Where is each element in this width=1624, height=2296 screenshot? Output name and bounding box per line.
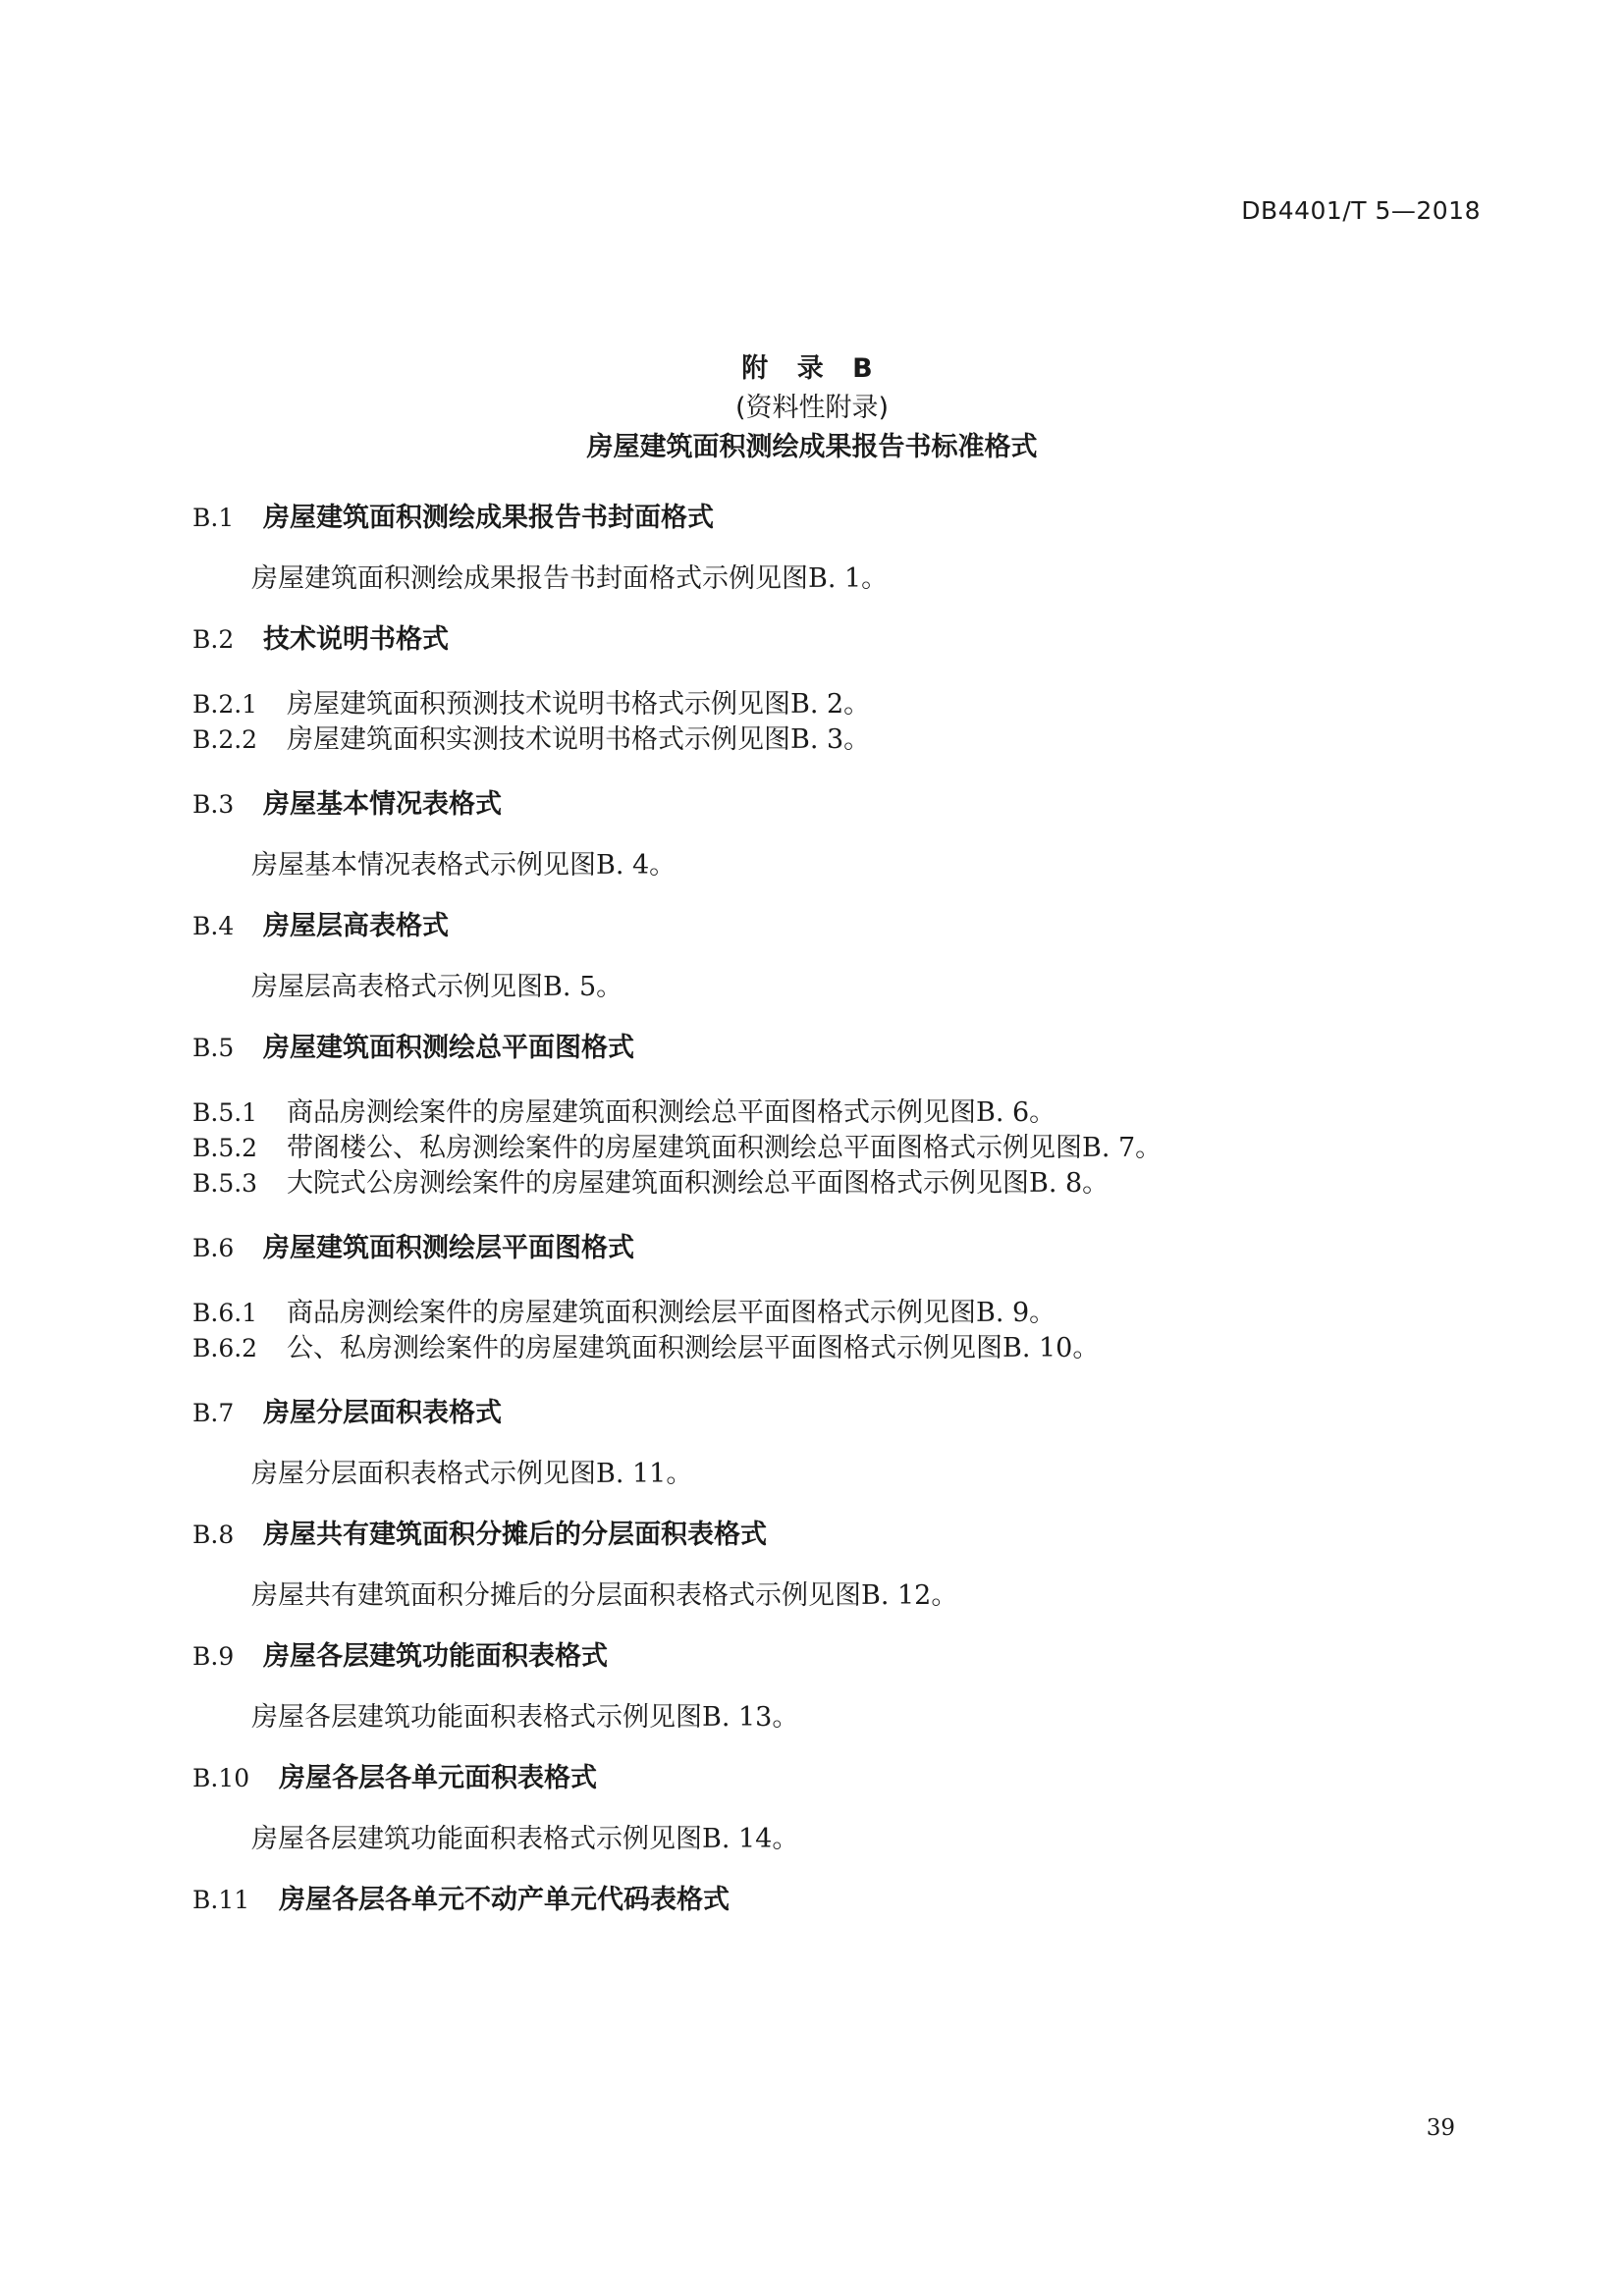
subsection-item xyxy=(192,1331,1469,1366)
section-number: B.6 xyxy=(192,1234,235,1262)
subsection-item xyxy=(192,687,1469,722)
subsection-number: B.2.1 xyxy=(192,690,258,719)
section-b4 xyxy=(192,897,1469,1019)
subsection-item xyxy=(192,1296,1469,1331)
section-paragraph: 房屋层高表格式示例见图B. 5。 xyxy=(251,972,623,1002)
subsection-item xyxy=(192,1166,1469,1201)
section-b8 xyxy=(192,1506,1469,1628)
section-paragraph: 房屋建筑面积测绘成果报告书封面格式示例见图B. 1。 xyxy=(251,563,889,594)
appendix-nature: (资料性附录) xyxy=(734,393,890,423)
subsection-text: 大院式公房测绘案件的房屋建筑面积测绘总平面图格式示例见图B. 8。 xyxy=(287,1168,1110,1199)
appendix-heading xyxy=(0,349,1624,467)
section-number: B.7 xyxy=(192,1399,235,1427)
section-number: B.4 xyxy=(192,912,235,940)
section-paragraph: 房屋各层建筑功能面积表格式示例见图B. 14。 xyxy=(251,1824,799,1854)
section-heading xyxy=(192,897,1469,956)
section-b7 xyxy=(192,1384,1469,1506)
section-b2 xyxy=(192,611,1469,775)
subsection-list xyxy=(192,1078,1469,1219)
appendix-body xyxy=(192,489,1469,1930)
section-paragraph: 房屋分层面积表格式示例见图B. 11。 xyxy=(251,1459,693,1489)
subsection-item xyxy=(192,722,1469,758)
subsection-list xyxy=(192,669,1469,775)
subsection-number: B.6.1 xyxy=(192,1299,258,1327)
section-b9 xyxy=(192,1628,1469,1749)
section-number: B.2 xyxy=(192,625,235,654)
subsection-text: 房屋建筑面积预测技术说明书格式示例见图B. 2。 xyxy=(287,689,871,720)
section-heading xyxy=(192,1506,1469,1565)
section-paragraph: 房屋共有建筑面积分摊后的分层面积表格式示例见图B. 12。 xyxy=(251,1580,958,1611)
subsection-number: B.5.1 xyxy=(192,1098,258,1127)
section-heading xyxy=(192,775,1469,834)
section-title: 房屋基本情况表格式 xyxy=(263,789,502,820)
page-number: 39 xyxy=(1426,2115,1455,2141)
subsection-text: 商品房测绘案件的房屋建筑面积测绘总平面图格式示例见图B. 6。 xyxy=(287,1097,1056,1128)
section-heading xyxy=(192,611,1469,669)
appendix-label: 附 录 B xyxy=(741,353,883,384)
section-heading xyxy=(192,1384,1469,1443)
section-paragraph: 房屋各层建筑功能面积表格式示例见图B. 13。 xyxy=(251,1702,799,1733)
section-title: 房屋建筑面积测绘层平面图格式 xyxy=(263,1233,634,1263)
section-heading xyxy=(192,1019,1469,1078)
section-paragraph: 房屋基本情况表格式示例见图B. 4。 xyxy=(251,850,677,881)
subsection-text: 带阁楼公、私房测绘案件的房屋建筑面积测绘总平面图格式示例见图B. 7。 xyxy=(287,1133,1163,1163)
section-title: 房屋层高表格式 xyxy=(263,911,449,941)
section-b11 xyxy=(192,1871,1469,1930)
appendix-title: 房屋建筑面积测绘成果报告书标准格式 xyxy=(586,432,1038,462)
subsection-list xyxy=(192,1278,1469,1384)
subsection-number: B.5.2 xyxy=(192,1134,258,1162)
subsection-text: 公、私房测绘案件的房屋建筑面积测绘层平面图格式示例见图B. 10。 xyxy=(287,1333,1100,1363)
subsection-text: 商品房测绘案件的房屋建筑面积测绘层平面图格式示例见图B. 9。 xyxy=(287,1298,1056,1328)
subsection-item xyxy=(192,1131,1469,1166)
subsection-item xyxy=(192,1095,1469,1131)
section-heading xyxy=(192,1219,1469,1278)
section-number: B.11 xyxy=(192,1886,250,1914)
section-title: 技术说明书格式 xyxy=(263,624,449,655)
section-title: 房屋共有建筑面积分摊后的分层面积表格式 xyxy=(263,1520,767,1550)
section-number: B.10 xyxy=(192,1764,250,1792)
section-number: B.8 xyxy=(192,1521,235,1549)
subsection-number: B.5.3 xyxy=(192,1169,258,1198)
section-title: 房屋各层建筑功能面积表格式 xyxy=(263,1641,608,1672)
section-title: 房屋各层各单元面积表格式 xyxy=(279,1763,597,1793)
subsection-number: B.6.2 xyxy=(192,1334,258,1362)
subsection-text: 房屋建筑面积实测技术说明书格式示例见图B. 3。 xyxy=(287,724,871,755)
section-b1 xyxy=(192,489,1469,611)
subsection-number: B.2.2 xyxy=(192,725,258,754)
section-b10 xyxy=(192,1749,1469,1871)
section-title: 房屋建筑面积测绘总平面图格式 xyxy=(263,1033,634,1063)
section-title: 房屋建筑面积测绘成果报告书封面格式 xyxy=(263,503,714,533)
section-heading xyxy=(192,1749,1469,1808)
section-heading xyxy=(192,1628,1469,1686)
section-b6 xyxy=(192,1219,1469,1384)
section-b5 xyxy=(192,1019,1469,1219)
section-title: 房屋各层各单元不动产单元代码表格式 xyxy=(279,1885,730,1915)
standard-code: DB4401/T 5—2018 xyxy=(1241,196,1481,225)
section-number: B.9 xyxy=(192,1642,235,1671)
section-number: B.5 xyxy=(192,1034,235,1062)
section-number: B.1 xyxy=(192,504,235,532)
section-heading xyxy=(192,1871,1469,1930)
section-b3 xyxy=(192,775,1469,897)
section-title: 房屋分层面积表格式 xyxy=(263,1398,502,1428)
section-number: B.3 xyxy=(192,790,235,819)
section-heading xyxy=(192,489,1469,548)
